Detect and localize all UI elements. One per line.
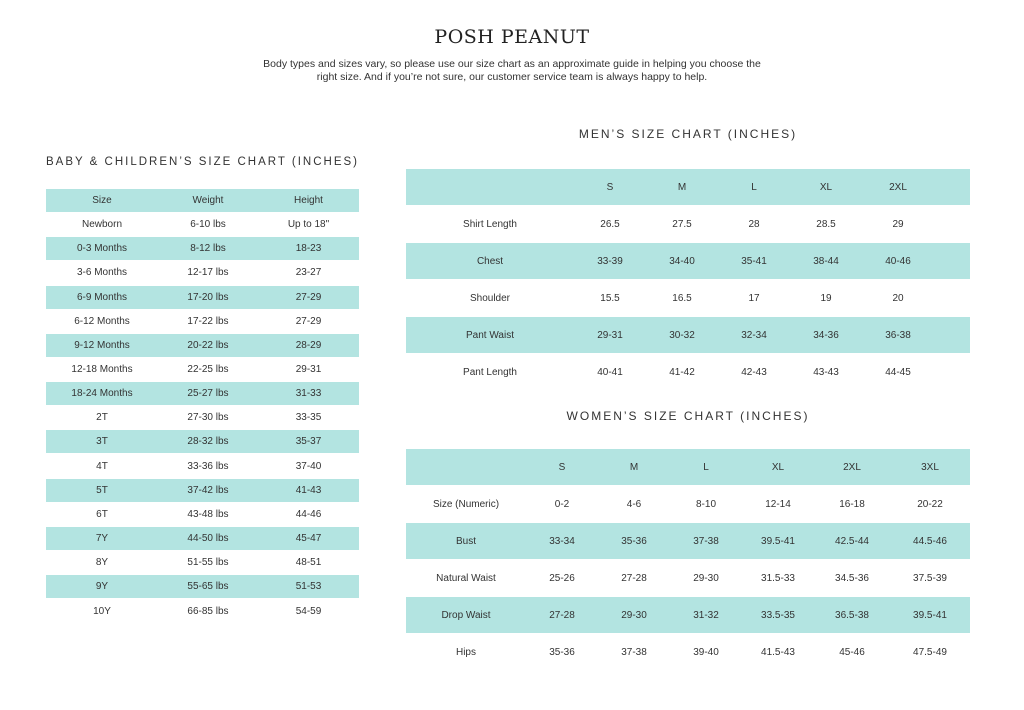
header-cell: S	[526, 449, 598, 485]
table-cell: 44-46	[295, 508, 322, 520]
table-cell: 31.5-33	[761, 572, 795, 584]
table-cell: 29-31	[574, 317, 646, 353]
table-cell: 29-30	[598, 597, 670, 633]
table-cell	[934, 353, 970, 391]
table-row	[46, 479, 359, 502]
table-cell: 18-23	[258, 237, 359, 260]
row-label-cell: Drop Waist	[406, 597, 526, 633]
table-cell: 8-12 lbs	[158, 237, 258, 260]
table-cell: 51-55 lbs	[187, 557, 229, 569]
table-cell: 37-38	[670, 523, 742, 559]
header-cell: M	[646, 169, 718, 205]
table-cell: 47.5-49	[913, 646, 947, 658]
table-cell: 27-29	[258, 286, 359, 309]
table-cell: 33-36 lbs	[187, 460, 229, 472]
header-cell	[934, 169, 970, 205]
table-cell: 27-29	[295, 315, 322, 327]
row-label-cell: Size (Numeric)	[432, 498, 500, 510]
mens-size-table	[406, 169, 970, 391]
table-cell: 41-43	[258, 479, 359, 502]
baby-chart-title: BABY & CHILDREN’S SIZE CHART (INCHES)	[46, 156, 359, 168]
table-cell: 0-2	[554, 498, 570, 510]
brand-title: POSH PEANUT	[434, 26, 590, 48]
table-cell	[934, 279, 970, 317]
table-cell: 20-22	[917, 498, 943, 510]
table-cell: 8-10	[695, 498, 716, 510]
header-cell: Size	[46, 189, 158, 212]
table-header-row	[46, 189, 359, 212]
row-label-cell: 6-12 Months	[74, 315, 130, 327]
row-label-cell: 18-24 Months	[46, 382, 158, 405]
table-row	[46, 527, 359, 550]
table-cell: 29-30	[693, 572, 719, 584]
row-label-cell: 9-12 Months	[46, 334, 158, 357]
table-cell: 37-42 lbs	[158, 479, 258, 502]
table-cell: 35-41	[718, 243, 790, 279]
table-cell: 39.5-41	[890, 597, 970, 633]
table-row	[46, 286, 359, 309]
table-cell: 6-10 lbs	[190, 219, 226, 231]
row-label-cell: Shoulder	[469, 292, 511, 304]
table-cell: Up to 18"	[287, 219, 330, 231]
table-cell	[934, 205, 970, 243]
table-cell: 42.5-44	[814, 523, 890, 559]
table-cell: 33-39	[574, 243, 646, 279]
header-cell: S	[574, 169, 646, 205]
row-label-cell: 8Y	[95, 557, 109, 569]
row-label-cell: Hips	[455, 646, 476, 658]
table-cell: 37.5-39	[913, 572, 947, 584]
table-cell: 27-28	[526, 597, 598, 633]
table-cell: 12-14	[765, 498, 791, 510]
table-row	[406, 633, 970, 671]
row-label-cell: 5T	[46, 479, 158, 502]
table-row	[46, 405, 359, 430]
row-label-cell: Pant Waist	[406, 317, 574, 353]
table-row	[406, 205, 970, 243]
table-row	[406, 353, 970, 391]
table-row	[406, 317, 970, 353]
row-label-cell: 3-6 Months	[76, 267, 128, 279]
table-row	[406, 597, 970, 633]
header-cell: 3XL	[890, 449, 970, 485]
row-label-cell: 4T	[96, 460, 108, 472]
table-cell: 40-41	[597, 366, 623, 378]
table-row	[406, 523, 970, 559]
table-cell: 51-53	[258, 575, 359, 598]
table-row	[406, 279, 970, 317]
table-cell: 44-45	[885, 366, 911, 378]
header-cell: L	[670, 449, 742, 485]
table-row	[46, 598, 359, 623]
header-cell: 2XL	[814, 449, 890, 485]
table-cell: 34.5-36	[835, 572, 869, 584]
table-cell: 66-85 lbs	[187, 605, 229, 617]
table-row	[406, 559, 970, 597]
row-label-cell: 7Y	[46, 527, 158, 550]
intro-text: Body types and sizes vary, so please use our size chart as an approximate guide in helping you choose the right size. And if you’re not sure, our customer service team is always happy to help.	[263, 58, 761, 83]
table-cell: 20	[892, 292, 904, 304]
table-cell: 43-48 lbs	[187, 508, 229, 520]
table-cell: 31-33	[258, 382, 359, 405]
table-cell: 29-31	[295, 364, 322, 376]
table-row	[406, 243, 970, 279]
table-cell: 35-36	[598, 523, 670, 559]
table-cell: 12-17 lbs	[187, 267, 229, 279]
table-cell: 20-22 lbs	[158, 334, 258, 357]
row-label-cell: 6-9 Months	[46, 286, 158, 309]
womens-size-table	[406, 449, 970, 671]
table-cell: 39.5-41	[742, 523, 814, 559]
womens-chart-title: WOMEN’S SIZE CHART (INCHES)	[566, 409, 810, 423]
row-label-cell: 12-18 Months	[71, 364, 133, 376]
header-cell: 2XL	[862, 169, 934, 205]
header-cell: Height	[258, 189, 359, 212]
table-cell: 37-40	[295, 460, 322, 472]
table-cell: 28-32 lbs	[158, 430, 258, 453]
table-cell: 17-20 lbs	[158, 286, 258, 309]
table-cell: 25-26	[549, 572, 575, 584]
baby-size-table	[46, 189, 359, 624]
row-label-cell: 2T	[96, 412, 108, 424]
table-cell: 36-38	[862, 317, 934, 353]
row-label-cell: 6T	[96, 508, 108, 520]
table-cell: 19	[820, 292, 832, 304]
table-cell: 41.5-43	[761, 646, 795, 658]
header-cell: M	[598, 449, 670, 485]
table-cell: 22-25 lbs	[187, 364, 229, 376]
table-cell: 28	[748, 218, 760, 230]
table-cell: 45-46	[839, 646, 865, 658]
table-row	[406, 485, 970, 523]
row-label-cell: Bust	[406, 523, 526, 559]
mens-chart-title: MEN’S SIZE CHART (INCHES)	[578, 127, 798, 141]
table-header-row	[406, 449, 970, 485]
table-row	[46, 260, 359, 285]
table-cell	[934, 243, 970, 279]
row-label-cell: 0-3 Months	[46, 237, 158, 260]
table-cell: 15.5	[600, 292, 620, 304]
table-cell: 35-37	[258, 430, 359, 453]
table-cell: 26.5	[600, 218, 620, 230]
table-cell: 44-50 lbs	[158, 527, 258, 550]
header-cell: L	[718, 169, 790, 205]
table-cell: 48-51	[295, 557, 322, 569]
table-row	[46, 575, 359, 598]
header-cell: XL	[742, 449, 814, 485]
row-label-cell: Newborn	[81, 219, 123, 231]
table-cell: 34-40	[646, 243, 718, 279]
table-cell	[934, 317, 970, 353]
row-label-cell: Natural Waist	[436, 572, 496, 584]
table-cell: 36.5-38	[814, 597, 890, 633]
table-cell: 33-34	[526, 523, 598, 559]
table-cell: 31-32	[670, 597, 742, 633]
row-label-cell: Chest	[406, 243, 574, 279]
table-cell: 17-22 lbs	[187, 315, 229, 327]
table-cell: 27-30 lbs	[187, 412, 229, 424]
table-cell: 37-38	[621, 646, 647, 658]
table-cell: 30-32	[646, 317, 718, 353]
table-row	[46, 237, 359, 260]
table-cell: 17	[748, 292, 760, 304]
row-label-cell: Shirt Length	[463, 218, 517, 230]
header-cell	[406, 169, 574, 205]
table-row	[46, 502, 359, 527]
table-cell: 27-28	[621, 572, 647, 584]
header-cell: XL	[790, 169, 862, 205]
table-cell: 43-43	[813, 366, 839, 378]
row-label-cell: 10Y	[93, 605, 111, 617]
table-row	[46, 309, 359, 334]
table-cell: 32-34	[718, 317, 790, 353]
table-cell: 38-44	[790, 243, 862, 279]
table-cell: 29	[892, 218, 904, 230]
table-cell: 54-59	[295, 605, 322, 617]
row-label-cell: 9Y	[46, 575, 158, 598]
table-cell: 16-18	[839, 498, 865, 510]
table-row	[46, 357, 359, 382]
table-cell: 34-36	[790, 317, 862, 353]
table-row	[46, 430, 359, 453]
table-cell: 16.5	[672, 292, 692, 304]
header-cell	[406, 449, 526, 485]
table-cell: 40-46	[862, 243, 934, 279]
table-cell: 33.5-35	[742, 597, 814, 633]
table-cell: 33-35	[295, 412, 322, 424]
table-cell: 28.5	[816, 218, 836, 230]
table-row	[46, 212, 359, 237]
table-cell: 28-29	[258, 334, 359, 357]
table-cell: 42-43	[741, 366, 767, 378]
table-row	[46, 382, 359, 405]
table-cell: 23-27	[295, 267, 322, 279]
table-row	[46, 550, 359, 575]
table-cell: 39-40	[693, 646, 719, 658]
header-cell: Weight	[158, 189, 258, 212]
table-cell: 27.5	[672, 218, 692, 230]
table-row	[46, 453, 359, 478]
row-label-cell: 3T	[46, 430, 158, 453]
table-cell: 41-42	[669, 366, 695, 378]
table-cell: 55-65 lbs	[158, 575, 258, 598]
table-cell: 35-36	[549, 646, 575, 658]
table-cell: 25-27 lbs	[158, 382, 258, 405]
table-cell: 4-6	[626, 498, 642, 510]
table-cell: 44.5-46	[890, 523, 970, 559]
table-cell: 45-47	[258, 527, 359, 550]
table-row	[46, 334, 359, 357]
row-label-cell: Pant Length	[463, 366, 517, 378]
table-header-row	[406, 169, 970, 205]
